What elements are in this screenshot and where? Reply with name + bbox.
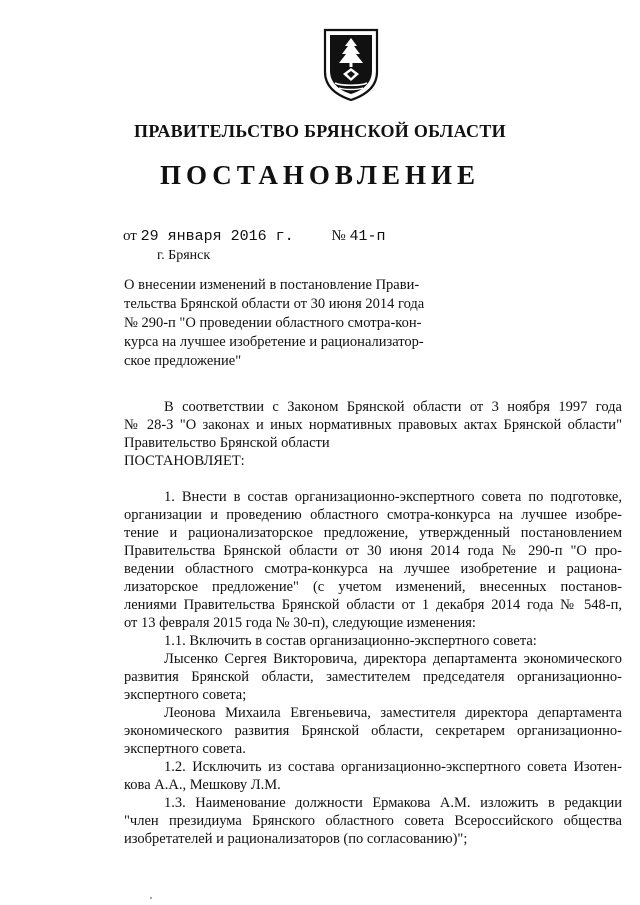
leonova-line: экспертного совета.	[124, 741, 246, 757]
number-label: №	[331, 228, 346, 244]
subject-line: тельства Брянской области от 30 июня 2014 года	[124, 296, 425, 312]
item-1-line: 1. Внести в состав организационно-экспертного совета по подготовке,	[164, 489, 622, 505]
item-1-3-line: "член президиума Брянского областного совета Всероссийского общества	[124, 813, 622, 829]
date-prefix: от	[123, 228, 137, 244]
item-1-line: лизаторское предложение" (с учетом изменений, внесенных постанов-	[124, 579, 622, 595]
lysenko-line: Лысенко Сергея Викторовича, директора департамента экономического	[164, 651, 622, 667]
leonova-line: экономического развития Брянской области, секретарем организационно-	[124, 723, 622, 739]
item-1-line: Правительства Брянской области от 30 июня 2014 года № 290-п "О про-	[124, 543, 622, 559]
item-1-line: ведении областного смотра-конкурса на лучшее изобретение и рациона-	[124, 561, 622, 577]
item-1-line: лениями Правительства Брянской области от 1 декабря 2014 года № 548-п,	[124, 597, 622, 613]
preamble-line: № 28-З "О законах и иных нормативных правовых актах Брянской области"	[124, 417, 622, 433]
document-body	[124, 398, 622, 848]
government-title: ПРАВИТЕЛЬСТВО БРЯНСКОЙ ОБЛАСТИ	[134, 121, 506, 141]
subject-line: № 290-п "О проведении областного смотра-кон-	[124, 315, 422, 331]
item-1-line: от 13 февраля 2015 года № 30-п), следующие изменения:	[124, 615, 476, 631]
item-1-1: 1.1. Включить в состав организационно-экспертного совета:	[164, 633, 537, 649]
subject-line: О внесении изменений в постановление Прави-	[124, 277, 420, 293]
document-date: 29 января 2016 г.	[140, 228, 294, 245]
item-1-3-line: изобретателей и рационализаторов (по согласованию)";	[124, 831, 468, 847]
item-1-2-line: кова А.А., Мешкову Л.М.	[124, 777, 281, 793]
document-number: 41-п	[349, 228, 386, 245]
lysenko-line: развития Брянской области, заместителем председателя организационно-	[124, 669, 622, 685]
date-number-line	[123, 228, 385, 245]
subject-line: курса на лучшее изобретение и рационализатор-	[124, 334, 424, 350]
bryansk-oblast-coat-of-arms-icon	[321, 26, 381, 102]
scan-artifact	[150, 897, 152, 899]
document-subject	[124, 276, 454, 371]
leonova-line: Леонова Михаила Евгеньевича, заместителя директора департамента	[164, 705, 622, 721]
item-1-3-line: 1.3. Наименование должности Ермакова А.М. изложить в редакции	[164, 795, 622, 811]
resolves-heading: ПОСТАНОВЛЯЕТ:	[124, 453, 245, 469]
subject-line: ское предложение"	[124, 353, 242, 369]
preamble-line: Правительство Брянской области	[124, 435, 330, 451]
item-1-line: организации и проведению областного смотра-конкурса на лучшее изобре-	[124, 507, 622, 523]
item-1-line: тение и рационализаторское предложение, утвержденный постановлением	[124, 525, 622, 541]
preamble-line: В соответствии с Законом Брянской области от 3 ноября 1997 года	[164, 399, 622, 415]
city: г. Брянск	[157, 248, 211, 263]
document-type-title: ПОСТАНОВЛЕНИЕ	[159, 160, 481, 190]
item-1-2-line: 1.2. Исключить из состава организационно-экспертного совета Изотен-	[164, 759, 622, 775]
lysenko-line: экспертного совета;	[124, 687, 247, 703]
